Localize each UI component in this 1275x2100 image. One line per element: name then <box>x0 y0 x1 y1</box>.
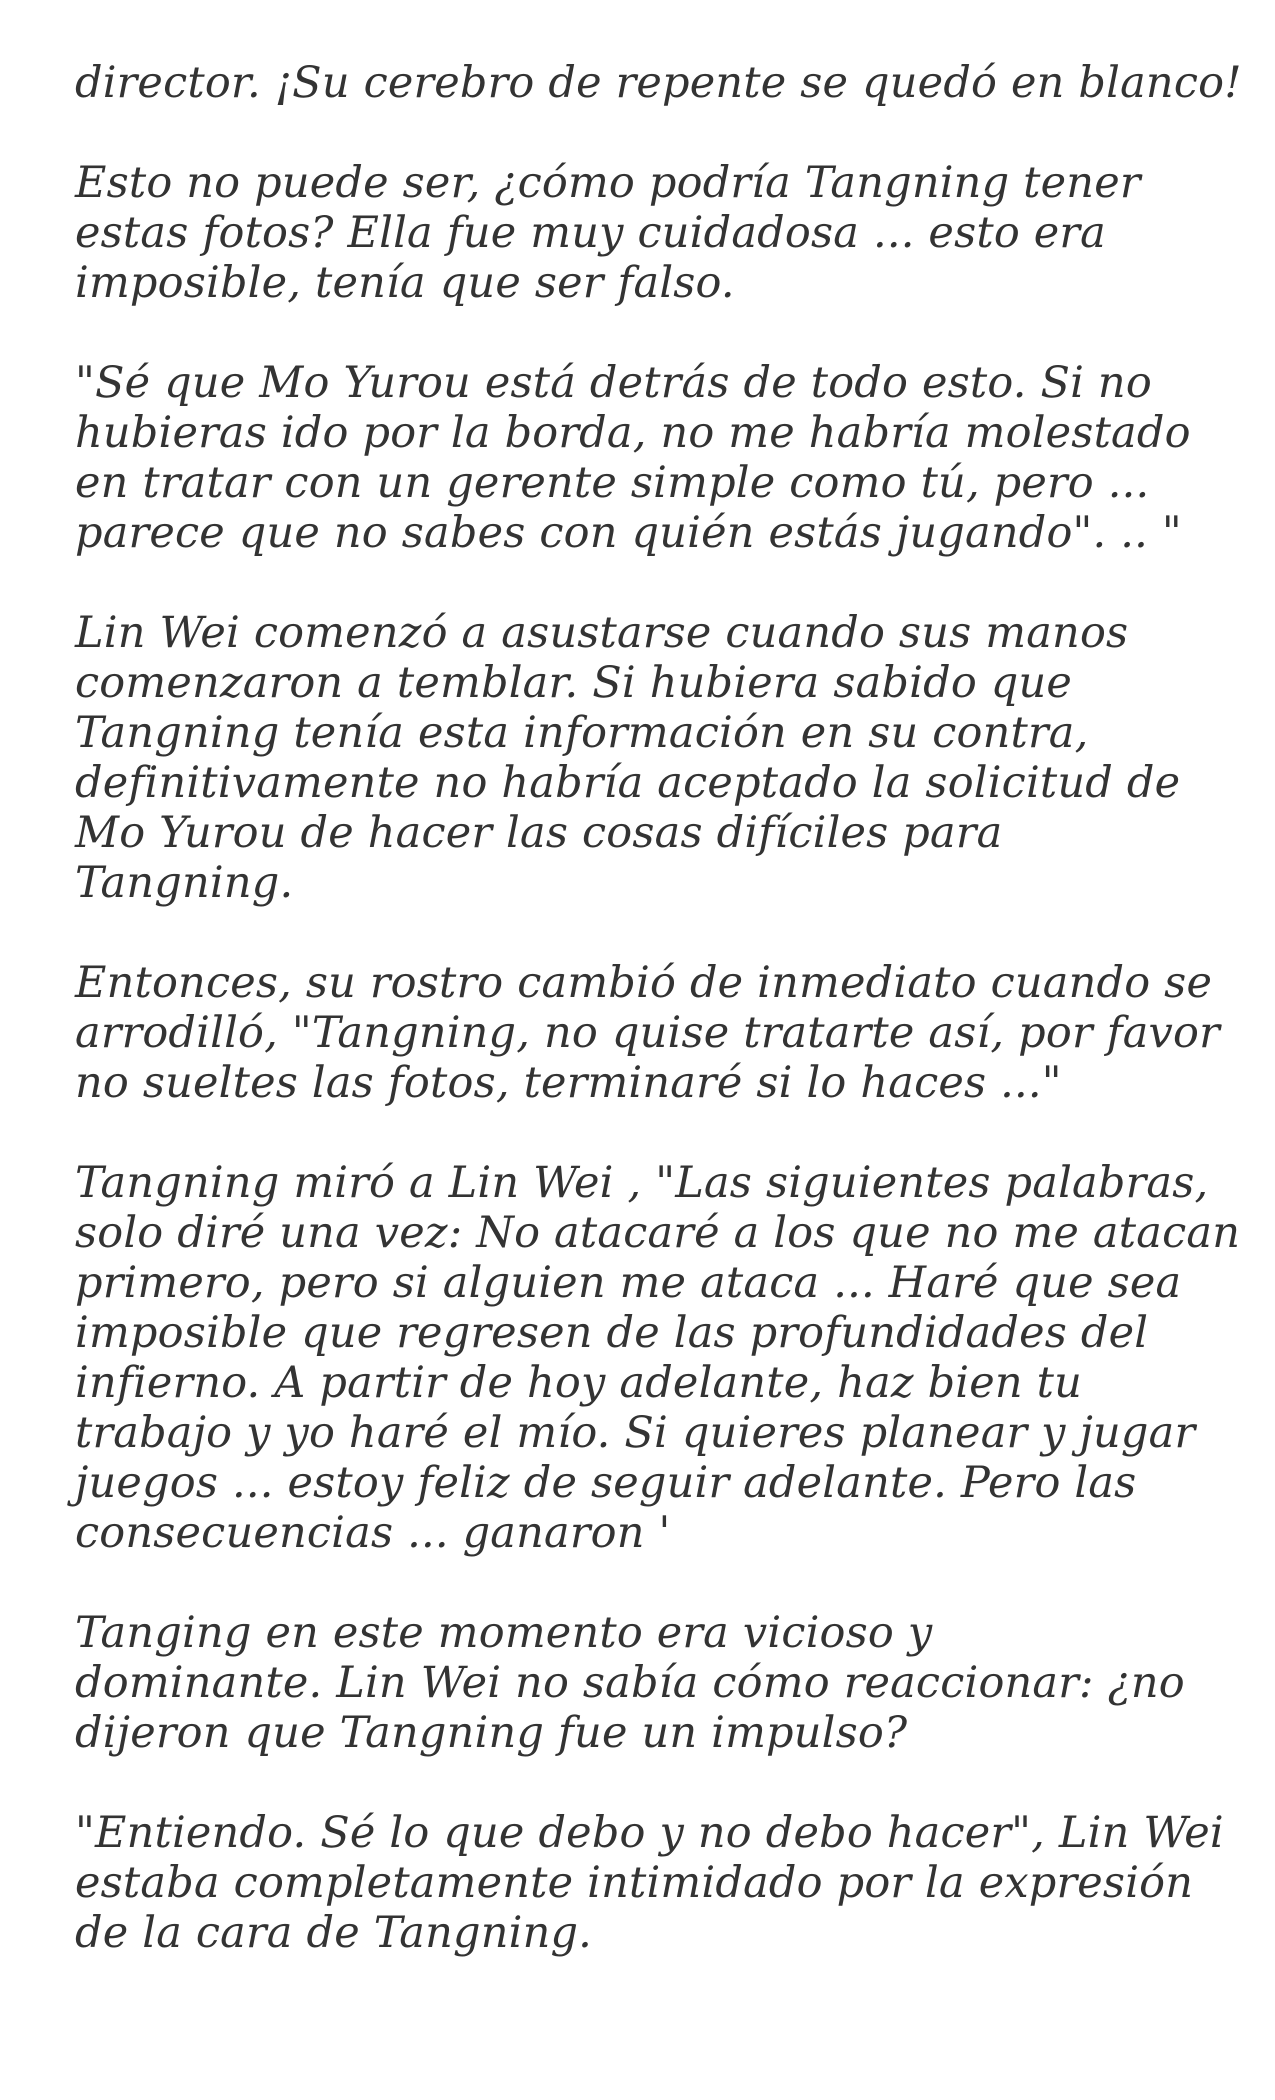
text-line: estaba completamente intimidado por la expresión <box>75 1858 1194 1908</box>
text-line: "Entiendo. Sé lo que debo y no debo hacer", Lin Wei <box>75 1808 1224 1858</box>
text-line: estas fotos? Ella fue muy cuidadosa ... esto era <box>75 208 1107 258</box>
text-line: arrodilló, "Tangning, no quise tratarte así, por favor <box>75 1008 1220 1058</box>
text-line: en tratar con un gerente simple como tú, pero ... <box>75 458 1150 508</box>
chapter-text <box>75 58 1242 2008</box>
text-line: Mo Yurou de hacer las cosas difíciles para <box>75 808 1003 858</box>
text-line: Esto no puede ser, ¿cómo podría Tangning tener <box>75 158 1141 208</box>
text-line: trabajo y yo haré el mío. Si quieres planear y jugar <box>75 1408 1196 1458</box>
text-line: dijeron que Tangning fue un impulso? <box>75 1708 908 1758</box>
paragraph-3 <box>75 358 1225 558</box>
text-line: hubieras ido por la borda, no me habría molestado <box>75 408 1191 458</box>
text-line: Lin Wei comenzó a asustarse cuando sus manos <box>75 608 1129 658</box>
text-line: no sueltes las fotos, terminaré si lo haces ..." <box>75 1058 1062 1108</box>
text-line: primero, pero si alguien me ataca ... Haré que sea <box>75 1258 1182 1308</box>
text-line: comenzaron a temblar. Si hubiera sabido que <box>75 658 1073 708</box>
text-line: de la cara de Tangning. <box>75 1908 593 1958</box>
text-line: Tangning miró a Lin Wei , "Las siguientes palabras, <box>75 1158 1209 1208</box>
text-line: infierno. A partir de hoy adelante, haz bien tu <box>75 1358 1083 1408</box>
text-line: director. ¡Su cerebro de repente se quedó en blanco! <box>75 58 1242 108</box>
paragraph-2 <box>75 158 1225 308</box>
text-line: Tangning. <box>75 858 294 908</box>
text-line: Tangning tenía esta información en su contra, <box>75 708 1089 758</box>
text-line: parece que no sabes con quién estás jugando". .. " <box>75 508 1182 558</box>
paragraph-6 <box>75 1158 1241 1558</box>
paragraph-8 <box>75 1808 1225 1958</box>
text-line: imposible, tenía que ser falso. <box>75 258 735 308</box>
text-line: solo diré una vez: No atacaré a los que no me atacan <box>75 1208 1241 1258</box>
paragraph-1 <box>75 58 1242 108</box>
paragraph-5 <box>75 958 1225 1108</box>
text-line: "Sé que Mo Yurou está detrás de todo esto. Si no <box>75 358 1152 408</box>
text-line: dominante. Lin Wei no sabía cómo reaccionar: ¿no <box>75 1658 1185 1708</box>
paragraph-4 <box>75 608 1225 908</box>
text-line: imposible que regresen de las profundidades del <box>75 1308 1149 1358</box>
text-line: Tanging en este momento era vicioso y <box>75 1608 933 1658</box>
text-line: Entonces, su rostro cambió de inmediato cuando se <box>75 958 1213 1008</box>
text-line: definitivamente no habría aceptado la solicitud de <box>75 758 1181 808</box>
text-line: juegos ... estoy feliz de seguir adelante. Pero las <box>75 1458 1137 1508</box>
paragraph-7 <box>75 1608 1225 1758</box>
text-line: consecuencias ... ganaron ' <box>75 1508 671 1558</box>
